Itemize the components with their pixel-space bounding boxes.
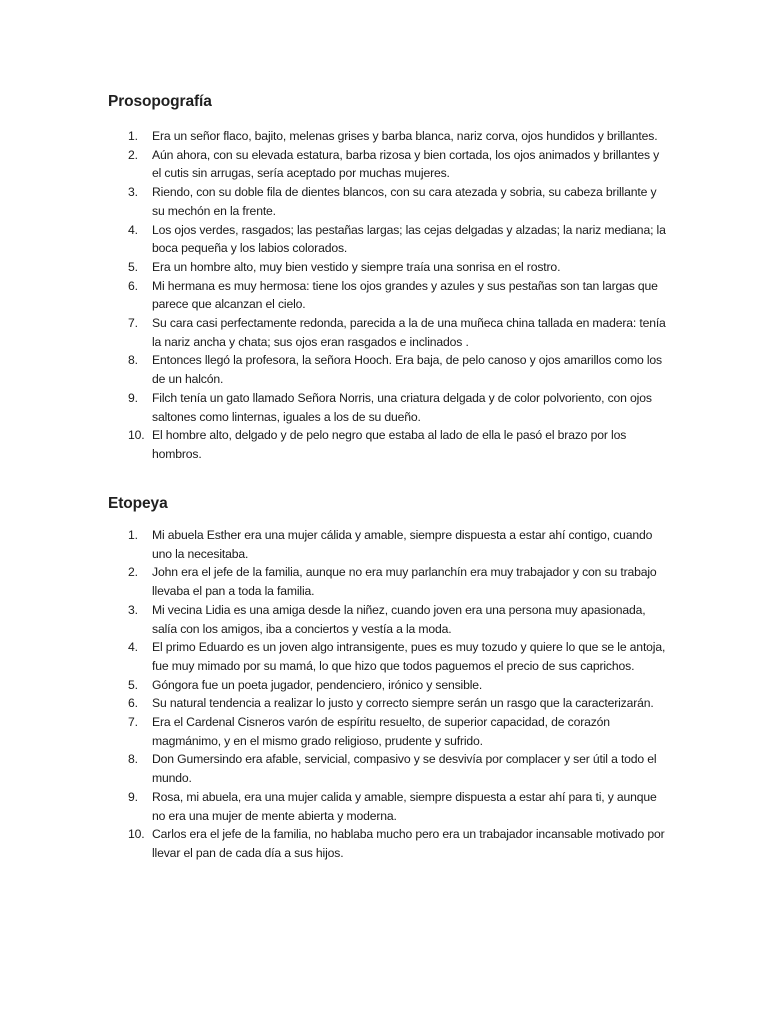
- list-item: [128, 694, 668, 713]
- list-item-text: Era el Cardenal Cisneros varón de espíritu resuelto, de superior capacidad, de corazón magmánimo, y en el mismo grado religioso, prudente y sufrido.: [152, 715, 610, 748]
- list-item-text: Don Gumersindo era afable, servicial, compasivo y se desvivía por complacer y ser útil a todo el mundo.: [152, 752, 657, 786]
- list-item-number: 6.: [128, 278, 138, 293]
- list-item: [128, 750, 668, 787]
- list-item-text: Carlos era el jefe de la familia, no hablaba mucho pero era un trabajador incansable motivado por llevar el pan de cada día a sus hijos.: [152, 827, 665, 860]
- list-item-text: Mi abuela Esther era una mujer cálida y amable, siempre dispuesta a estar ahí contigo, cuando uno la necesitaba.: [152, 528, 653, 561]
- list-item-text: Mi hermana es muy hermosa: tiene los ojos grandes y azules y sus pestañas son tan largas que parece que alcanzan el cielo.: [152, 278, 658, 312]
- list-item: [128, 526, 668, 563]
- list-item-number: 3.: [128, 185, 138, 200]
- numbered-list-etopeya: [128, 526, 668, 863]
- list-item-text: Aún ahora, con su elevada estatura, barba rizosa y bien cortada, los ojos animados y brillantes y el cutis sin arrugas, sería aceptado por muchas mujeres.: [152, 147, 660, 181]
- list-item-text: John era el jefe de la familia, aunque no era muy parlanchín era muy trabajador y con su trabajo llevaba el pan a toda la familia.: [152, 565, 657, 599]
- list-item-number: 4.: [128, 640, 138, 655]
- list-item: [128, 638, 668, 675]
- list-item: [128, 788, 668, 825]
- list-item-text: Rosa, mi abuela, era una mujer calida y amable, siempre dispuesta a estar ahí para ti, y aunque no era una mujer de mente abierta y moderna.: [152, 789, 657, 823]
- list-item-text: Góngora fue un poeta jugador, pendenciero, irónico y sensible.: [152, 677, 483, 692]
- section-heading-prosopografia: Prosopografía: [108, 93, 212, 110]
- list-item: [128, 389, 668, 426]
- list-item: [128, 713, 668, 750]
- numbered-list-prosopografia: [128, 127, 668, 464]
- list-item-number: 3.: [128, 602, 138, 617]
- list-item-text: Era un señor flaco, bajito, melenas grises y barba blanca, nariz corva, ojos hundidos y brillantes.: [152, 129, 658, 143]
- list-item-text: El hombre alto, delgado y de pelo negro que estaba al lado de ella le pasó el brazo por los hombros.: [152, 428, 627, 461]
- list-item: [128, 601, 668, 638]
- list-item-number: 7.: [128, 316, 138, 331]
- list-item-number: 2.: [128, 565, 138, 580]
- list-item-number: 9.: [128, 390, 138, 405]
- list-item-text: Los ojos verdes, rasgados; las pestañas largas; las cejas delgadas y alzadas; la nariz mediana; la boca pequeña y los labios colorados.: [152, 222, 666, 256]
- list-item: [128, 183, 668, 220]
- list-item-number: 5.: [128, 677, 138, 692]
- list-item: [128, 676, 668, 695]
- list-item-text: Era un hombre alto, muy bien vestido y siempre traía una sonrisa en el rostro.: [152, 259, 561, 274]
- list-item-number: 8.: [128, 752, 138, 767]
- list-item-text: Filch tenía un gato llamado Señora Norris, una criatura delgada y de color polvoriento, con ojos saltones como linternas, iguales a los de su dueño.: [152, 390, 652, 424]
- list-item-number: 2.: [128, 147, 138, 162]
- list-item-number: 8.: [128, 353, 138, 368]
- list-item-number: 1.: [128, 528, 138, 542]
- list-item-text: Su natural tendencia a realizar lo justo y correcto siempre serán un rasgo que la caracterizarán.: [152, 696, 654, 711]
- list-item-text: El primo Eduardo es un joven algo intransigente, pues es muy tozudo y quiere lo que se le antoja, fue muy mimado por su mamá, lo que hizo que todos paguemos el precio de sus caprichos.: [152, 640, 666, 673]
- list-item: [128, 825, 668, 862]
- list-item-text: Su cara casi perfectamente redonda, parecida a la de una muñeca china tallada en madera: tenía la nariz ancha y chata; sus ojos eran rasgados e inclinados .: [152, 316, 666, 349]
- list-item-number: 7.: [128, 715, 138, 730]
- list-item-number: 6.: [128, 696, 138, 711]
- list-item-text: Entonces llegó la profesora, la señora Hooch. Era baja, de pelo canoso y ojos amarillos como los de un halcón.: [152, 353, 662, 387]
- section-heading-etopeya: Etopeya: [108, 495, 168, 512]
- list-item-number: 10.: [128, 428, 145, 443]
- list-item-text: Riendo, con su doble fila de dientes blancos, con su cara atezada y sobria, su cabeza brillante y su mechón en la frente.: [152, 185, 657, 218]
- list-item: [128, 426, 668, 463]
- list-item: [128, 146, 668, 183]
- list-item-number: 5.: [128, 259, 138, 274]
- list-item: [128, 563, 668, 600]
- list-item: [128, 277, 668, 314]
- list-item: [128, 314, 668, 351]
- list-item-number: 10.: [128, 827, 145, 842]
- list-item: [128, 258, 668, 277]
- list-item-number: 1.: [128, 129, 138, 143]
- list-item-number: 9.: [128, 789, 138, 804]
- list-item: [128, 127, 668, 146]
- list-item: [128, 351, 668, 388]
- list-item-number: 4.: [128, 222, 138, 237]
- list-item-text: Mi vecina Lidia es una amiga desde la niñez, cuando joven era una persona muy apasionada, salía con los amigos, iba a conciertos y vestía a la moda.: [152, 602, 646, 636]
- list-item: [128, 221, 668, 258]
